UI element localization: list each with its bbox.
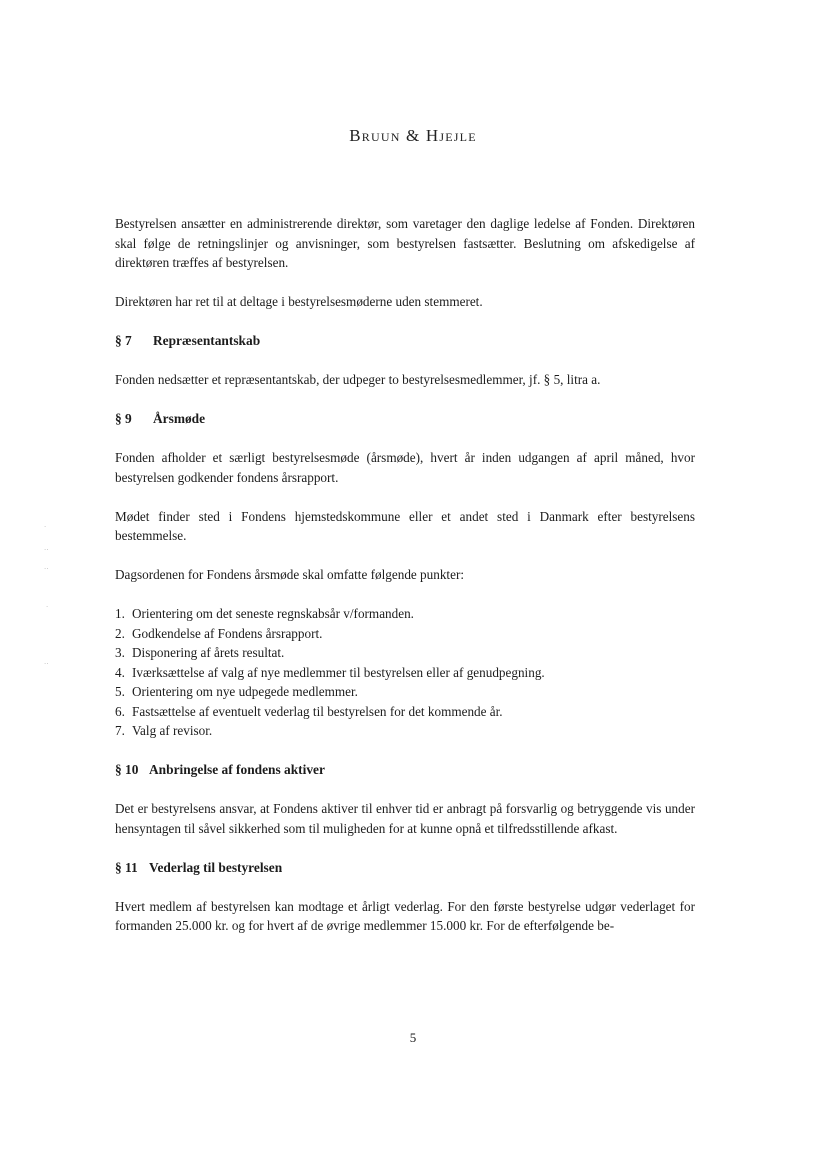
section-heading-11 [115,858,695,878]
list-item: 3. Disponering af årets resultat. [115,645,285,660]
scan-speck: · [44,523,47,531]
section-number: § 11 [115,859,138,875]
scan-speck: · [46,603,49,611]
list-item: 4. Iværksættelse af valg af nye medlemmer til bestyrelsen eller af genudpegning. [115,664,545,680]
agenda-list [115,604,695,741]
section-title: Årsmøde [153,411,206,426]
section-number: § 7 [115,333,132,348]
paragraph-director-appointment: Bestyrelsen ansætter en administrerende direktør, som varetager den daglige ledelse af Fonden. Direktøren skal følge de retningslinjer og anvisninger, som bestyrelsen fastsætter. Beslutning om afskedigelse af direktøren træffes af bestyrelsen. [115,216,695,270]
section-9-text-3: Dagsordenen for Fondens årsmøde skal omfatte følgende punkter: [115,567,465,582]
scan-speck: ·· [44,660,49,668]
list-item: 5. Orientering om nye udpegede medlemmer. [115,684,358,699]
section-10-text: Det er bestyrelsens ansvar, at Fondens aktiver til enhver tid er anbragt på forsvarlig og betryggende vis under hensyntagen til såvel sikkerhed som til muligheden for at kunne opnå et tilfredsstillende afkast. [115,801,695,836]
section-9-text-1: Fonden afholder et særligt bestyrelsesmøde (årsmøde), hvert år inden udgangen af april måned, hvor bestyrelsen godkender fondens årsrapport. [115,450,695,485]
list-item: 6. Fastsættelse af eventuelt vederlag til bestyrelsen for det kommende år. [115,703,503,719]
section-heading-7 [115,331,695,351]
letterhead: Bruun & Hjejle [349,126,477,145]
document-body [115,214,695,955]
section-title: Vederlag til bestyrelsen [149,859,283,875]
section-9-text-2: Mødet finder sted i Fondens hjemstedskommune eller et andet sted i Danmark efter bestyrelsens bestemmelse. [115,508,695,543]
list-item: 1. Orientering om det seneste regnskabsår v/formanden. [115,606,414,621]
section-heading-10 [115,760,695,780]
page-number: 5 [409,1030,417,1045]
scan-speck: ·· [44,565,49,573]
section-11-text: Hvert medlem af bestyrelsen kan modtage et årligt vederlag. For den første bestyrelse udgør vederlaget for formanden 25.000 kr. og for hvert af de øvrige medlemmer 15.000 kr. For de efterfølgende be- [115,898,695,933]
section-heading-9 [115,409,695,429]
section-7-text: Fonden nedsætter et repræsentantskab, der udpeger to bestyrelsesmedlemmer, jf. § 5, litra a. [115,372,601,387]
section-title: Repræsentantskab [153,333,261,348]
list-item: 7. Valg af revisor. [115,723,213,738]
section-title: Anbringelse af fondens aktiver [149,762,325,777]
list-item: 2. Godkendelse af Fondens årsrapport. [115,625,323,641]
paragraph-director-rights: Direktøren har ret til at deltage i bestyrelsesmøderne uden stemmeret. [115,294,483,309]
scan-speck: ·· [44,546,49,554]
section-number: § 9 [115,411,132,426]
section-number: § 10 [115,762,139,777]
